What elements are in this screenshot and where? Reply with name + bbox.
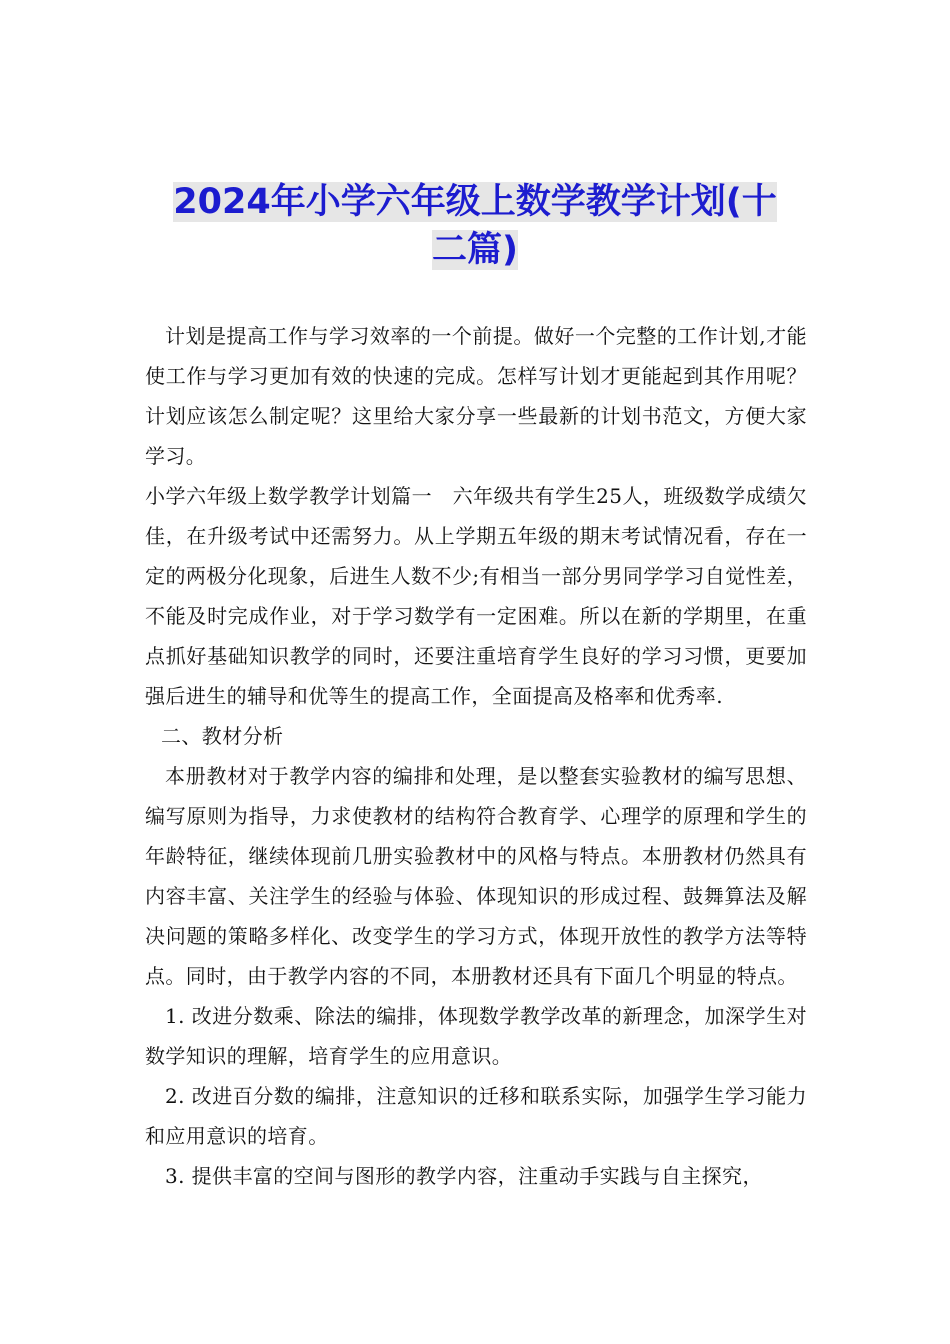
list-item-3: 3. 提供丰富的空间与图形的教学内容，注重动手实践与自主探究， xyxy=(165,1164,763,1188)
textbook-analysis-paragraph: 本册教材对于教学内容的编排和处理，是以整套实验教材的编写思想、编写原则为指导，力求使教材的结构符合教育学、心理学的原理和学生的年龄特征，继续体现前几册实验教材中的风格与特点。本册教材仍然具有内容丰富、关注学生的经验与体验、体现知识的形成过程、鼓舞算法及解决问题的策略多样化、改变学生的学习方式，体现开放性的教学方法等特点。同时，由于教学内容的不同，本册教材还具有下面几个明显的特点。 xyxy=(145,764,807,988)
list-item-2: 2. 改进百分数的编排，注意知识的迁移和联系实际，加强学生学习能力和应用意识的培育。 xyxy=(145,1084,807,1148)
list-item-1: 1. 改进分数乘、除法的编排，体现数学教学改革的新理念，加深学生对数学知识的理解，培育学生的应用意识。 xyxy=(145,1004,807,1068)
intro-paragraph: 计划是提高工作与学习效率的一个前提。做好一个完整的工作计划,才能使工作与学习更加有效的快速的完成。怎样写计划才更能起到其作用呢？计划应该怎么制定呢？这里给大家分享一些最新的计划书范文，方便大家学习。 xyxy=(145,324,807,468)
section-heading: 二、教材分析 xyxy=(161,724,284,748)
document-body xyxy=(145,316,807,1196)
title-line-2: 二篇) xyxy=(432,230,518,270)
section-one-paragraph: 小学六年级上数学教学计划篇一 六年级共有学生25人，班级数学成绩欠佳，在升级考试中还需努力。从上学期五年级的期末考试情况看，存在一定的两极分化现象，后进生人数不少;有相当一部分男同学学习自觉性差，不能及时完成作业，对于学习数学有一定困难。所以在新的学期里，在重点抓好基础知识教学的同时，还要注重培育学生良好的学习习惯，更要加强后进生的辅导和优等生的提高工作，全面提高及格率和优秀率. xyxy=(145,484,807,708)
title-line-1: 2024年小学六年级上数学教学计划(十 xyxy=(173,182,777,222)
document-title xyxy=(100,178,850,274)
